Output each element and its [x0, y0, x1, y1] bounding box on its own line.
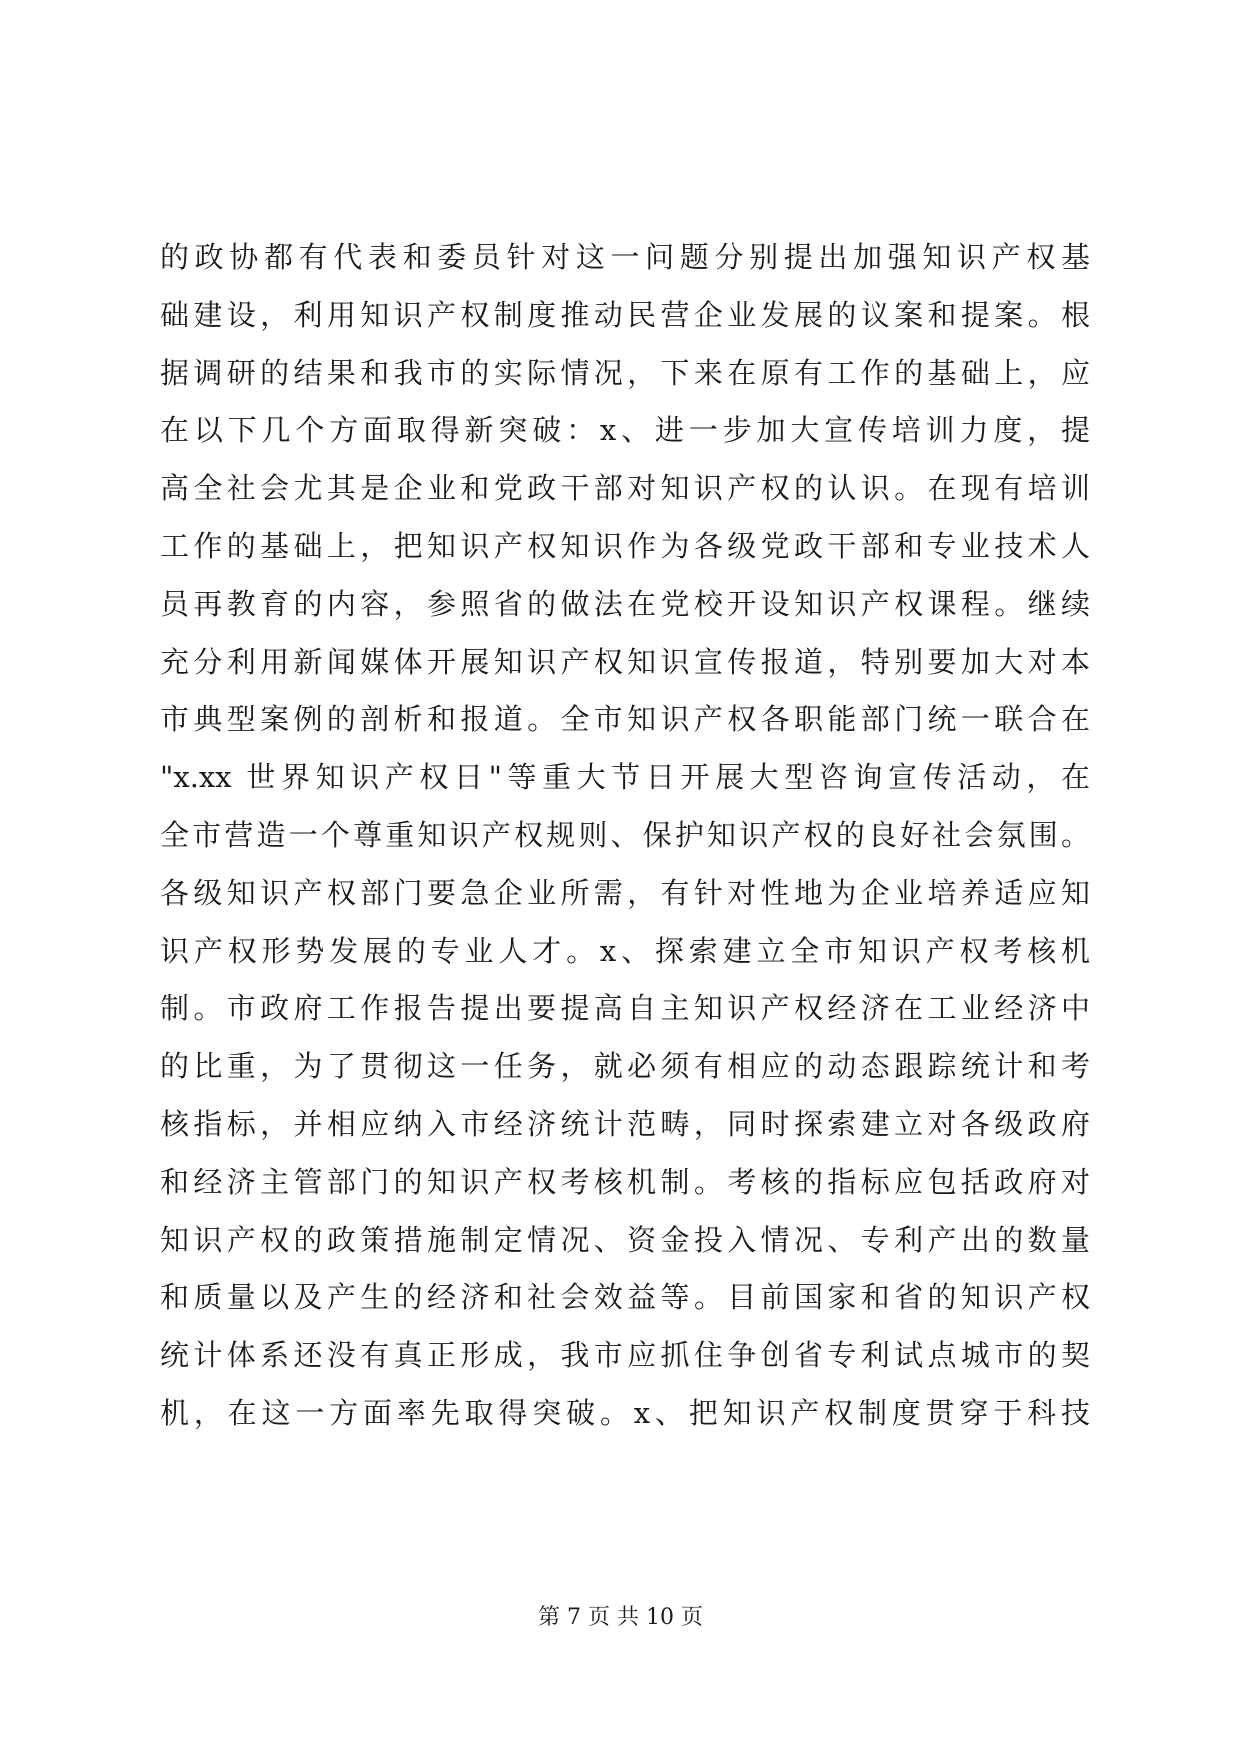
text-line: 制。市政府工作报告提出要提高自主知识产权经济在工业经济中	[160, 991, 1090, 1026]
text-line: 各级知识产权部门要急企业所需，有针对性地为企业培养适应知	[160, 875, 1090, 910]
text-line: 核指标，并相应纳入市经济统计范畴，同时探索建立对各级政府	[160, 1106, 1090, 1141]
text-line: 础建设，利用知识产权制度推动民营企业发展的议案和提案。根	[160, 297, 1090, 332]
text-line: 的比重，为了贯彻这一任务，就必须有相应的动态跟踪统计和考	[160, 1049, 1090, 1084]
text-line: 据调研的结果和我市的实际情况，下来在原有工作的基础上，应	[160, 355, 1090, 390]
page-footer: 第 7 页 共 10 页	[538, 1605, 703, 1630]
text-line: 和质量以及产生的经济和社会效益等。目前国家和省的知识产权	[160, 1280, 1090, 1315]
text-line: 的政协都有代表和委员针对这一问题分别提出加强知识产权基	[160, 240, 1090, 274]
text-line: 在以下几个方面取得新突破：x、进一步加大宣传培训力度，提	[160, 413, 1090, 448]
text-line: 员再教育的内容，参照省的做法在党校开设知识产权课程。继续	[160, 586, 1090, 621]
text-line: 市典型案例的剖析和报道。全市知识产权各职能部门统一联合在	[160, 702, 1090, 737]
text-line: 高全社会尤其是企业和党政干部对知识产权的认识。在现有培训	[160, 471, 1090, 506]
text-line: 机，在这一方面率先取得突破。x、把知识产权制度贯穿于科技	[160, 1395, 1090, 1430]
text-line: 和经济主管部门的知识产权考核机制。考核的指标应包括政府对	[160, 1164, 1090, 1199]
text-line: 全市营造一个尊重知识产权规则、保护知识产权的良好社会氛围。	[160, 817, 1090, 852]
text-line: 统计体系还没有真正形成，我市应抓住争创省专利试点城市的契	[160, 1338, 1090, 1373]
body-text	[160, 229, 1090, 1443]
text-line: 工作的基础上，把知识产权知识作为各级党政干部和专业技术人	[160, 528, 1090, 563]
text-line: 充分利用新闻媒体开展知识产权知识宣传报道，特别要加大对本	[160, 644, 1090, 679]
text-line: 知识产权的政策措施制定情况、资金投入情况、专利产出的数量	[160, 1222, 1090, 1257]
text-line: 识产权形势发展的专业人才。x、探索建立全市知识产权考核机	[160, 933, 1090, 968]
text-line: "x.xx 世界知识产权日"等重大节日开展大型咨询宣传活动，在	[160, 760, 1090, 795]
